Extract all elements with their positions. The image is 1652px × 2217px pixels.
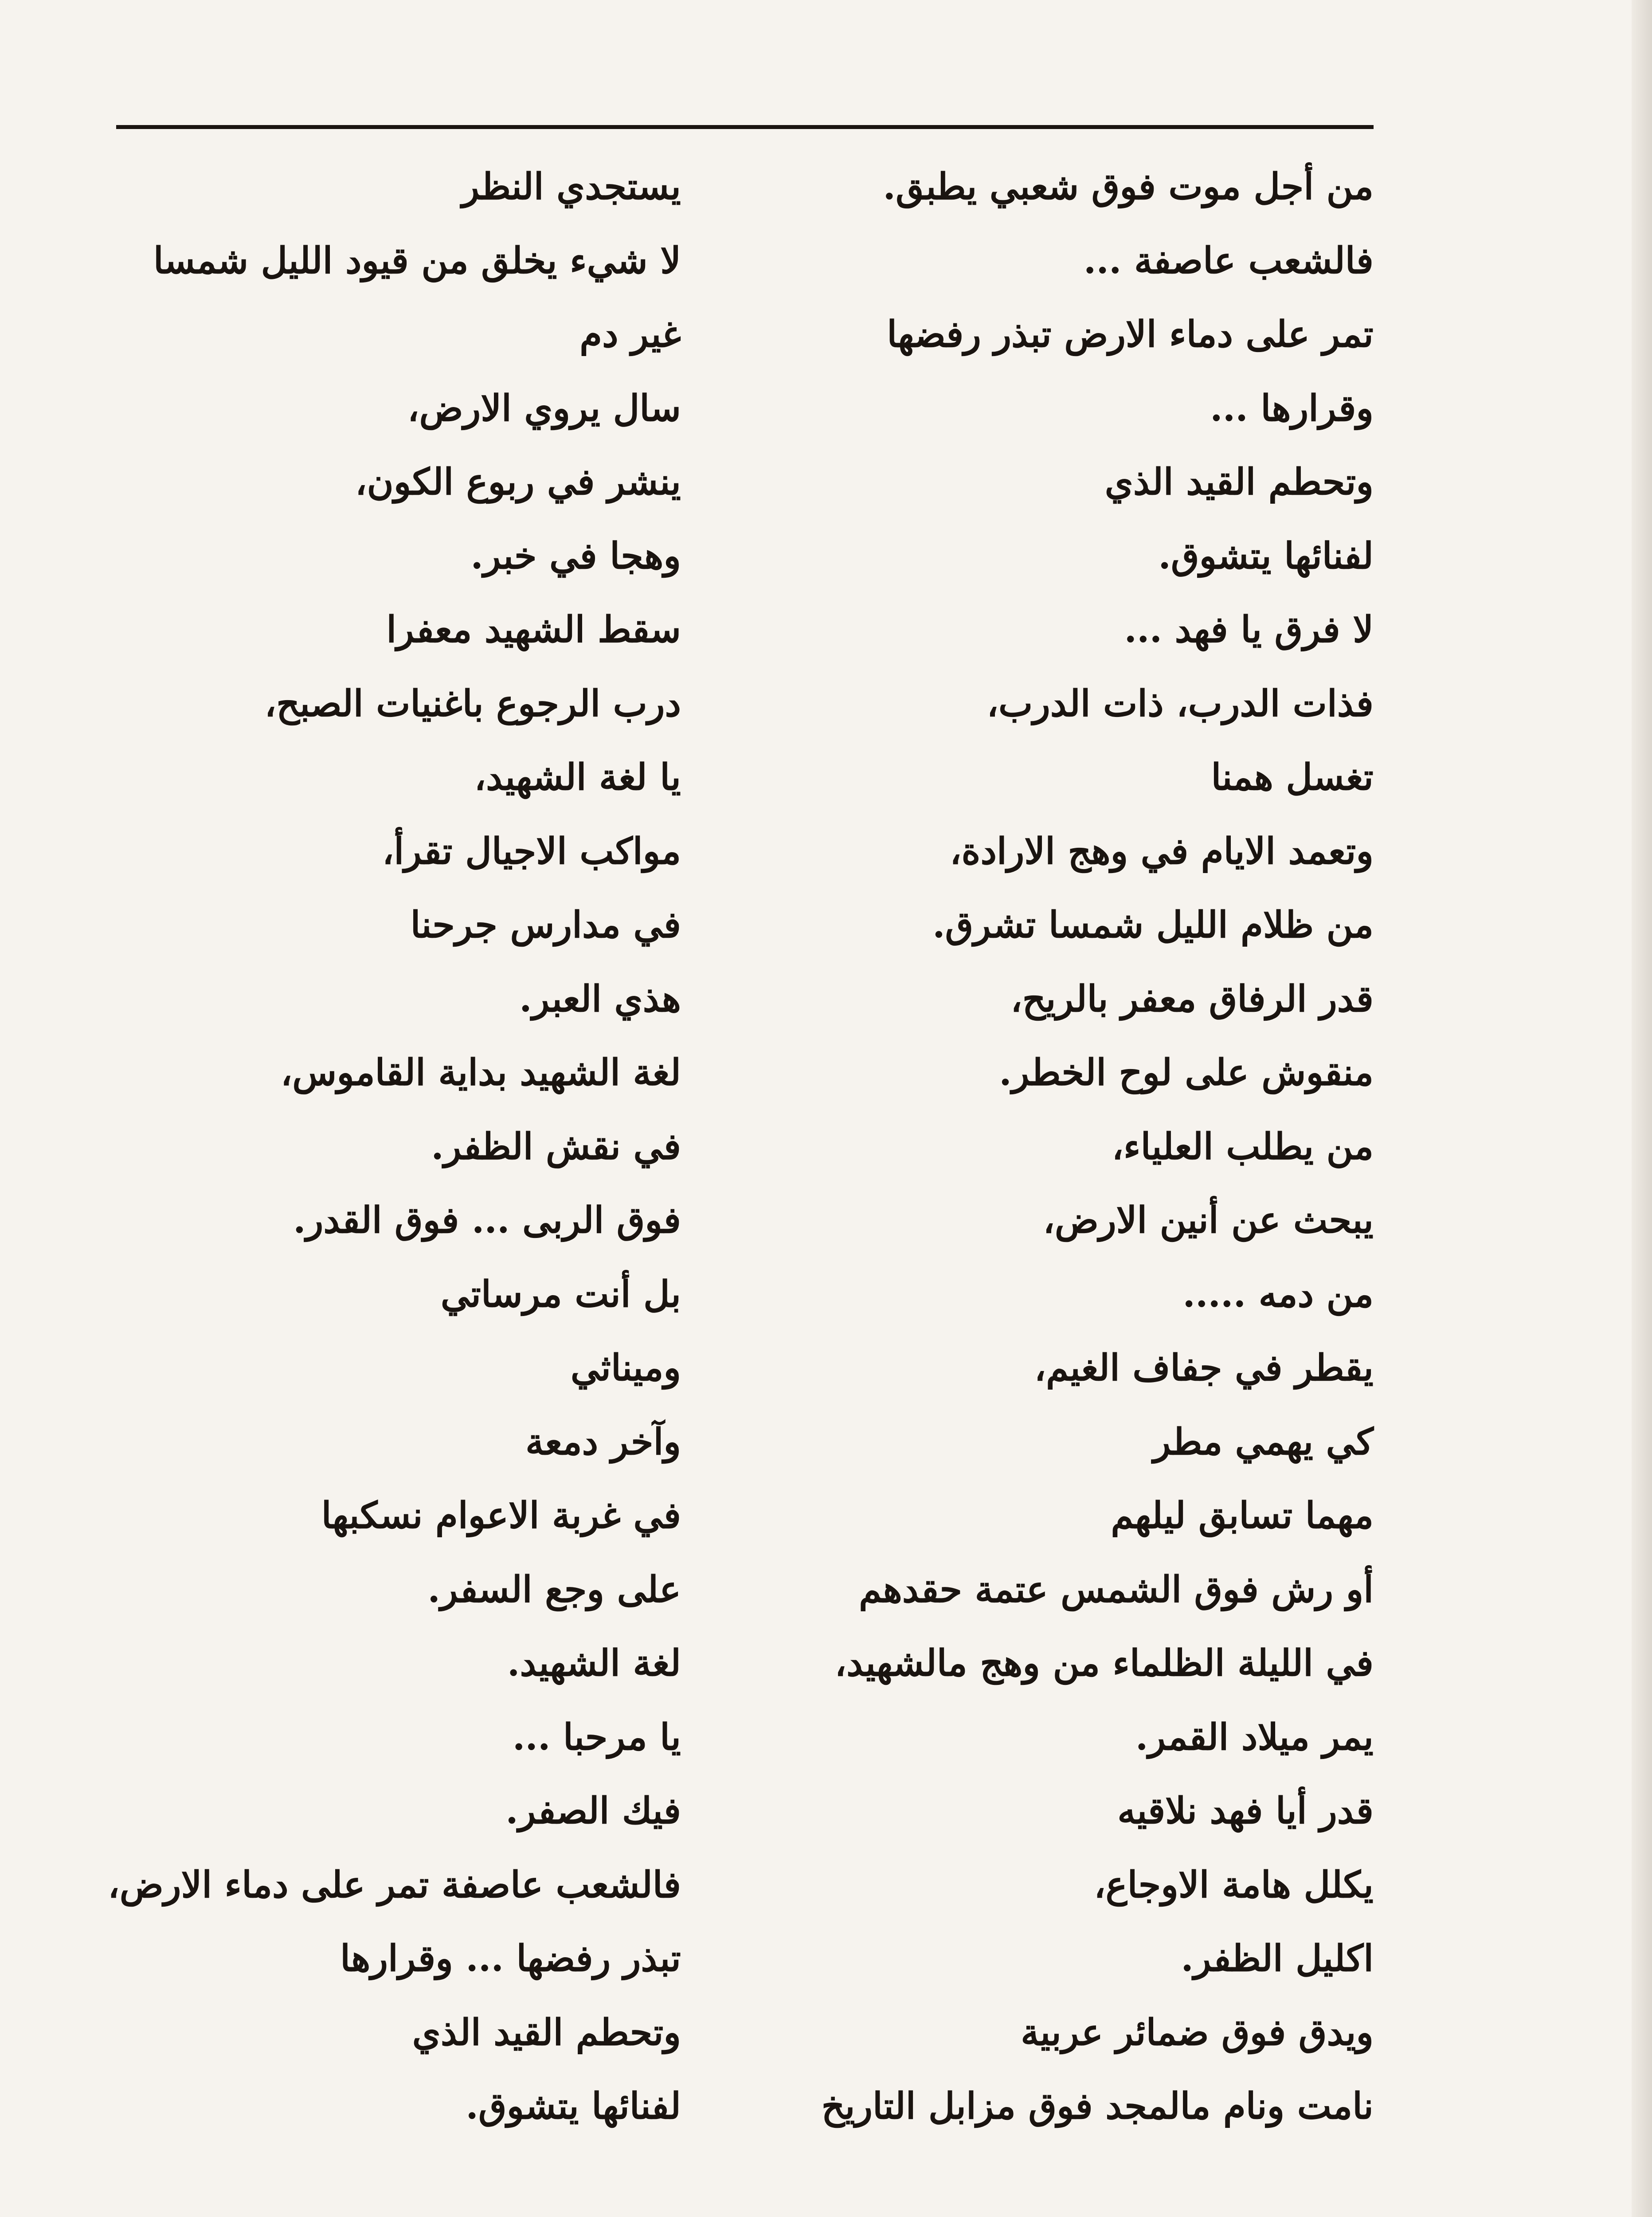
poem-line: يستجدي النظر (462, 165, 681, 208)
poem-line: غير دم (579, 313, 681, 356)
poem-line: فالشعب عاصفة تمر على دماء الارض، (108, 1863, 681, 1906)
poem-line: لا شيء يخلق من قيود الليل شمسا (153, 239, 681, 282)
poem-line: وتحطم القيد الذي (412, 2011, 681, 2054)
poem-line: نامت ونام مالمجد فوق مزابل التاريخ (821, 2085, 1374, 2127)
poem-line: فيك الصفر. (505, 1790, 681, 1832)
poem-line: في الليلة الظلماء من وهج مالشهيد، (834, 1642, 1374, 1684)
poem-line: تغسل همنا (1211, 756, 1374, 799)
poem-line: درب الرجوع باغنيات الصبح، (264, 682, 681, 725)
poem-line: يا مرحبا ... (512, 1716, 681, 1759)
poem-line: في غربة الاعوام نسكبها (321, 1494, 681, 1537)
poem-line: لفنائها يتشوق. (466, 2085, 681, 2127)
poem-line: مهما تسابق ليلهم (1111, 1494, 1374, 1537)
poem-line: يبحث عن أنين الارض، (1043, 1199, 1374, 1242)
poem-line: كي يهمي مطر (1153, 1420, 1374, 1463)
poem-line: سقط الشهيد معفرا (386, 608, 681, 651)
poem-line: لغة الشهيد. (507, 1642, 681, 1684)
poem-line: فالشعب عاصفة ... (1083, 239, 1374, 282)
page-edge (1632, 0, 1652, 2217)
poem-line: لفنائها يتشوق. (1158, 534, 1374, 577)
poem-line: وميناثي (570, 1347, 681, 1389)
poem-line: من أجل موت فوق شعبي يطبق. (883, 165, 1374, 208)
poem-line: وتعمد الايام في وهج الارادة، (950, 830, 1374, 873)
poem-line: من ظلام الليل شمسا تشرق. (932, 904, 1374, 946)
poem-line: تبذر رفضها ... وقرارها (340, 1937, 681, 1980)
poem-line: وآخر دمعة (525, 1420, 681, 1463)
poem-line: من دمه ..... (1182, 1273, 1374, 1316)
poem-line: لا فرق يا فهد ... (1124, 608, 1374, 651)
poem-line: فوق الربى ... فوق القدر. (293, 1199, 681, 1242)
poem-column-right (682, 150, 1374, 2143)
poem-line: منقوش على لوح الخطر. (999, 1051, 1374, 1094)
poem-line: تمر على دماء الارض تبذر رفضها (887, 313, 1374, 356)
poem-column-left (7, 150, 681, 2143)
poem-line: وهجا في خبر. (470, 534, 681, 577)
header-rule (116, 125, 1374, 129)
poem-line: من يطلب العلياء، (1112, 1125, 1374, 1168)
poem-line: سال يروي الارض، (407, 387, 681, 430)
poem-line: يقطر في جفاف الغيم، (1034, 1347, 1374, 1389)
poem-line: يمر ميلاد القمر. (1135, 1716, 1374, 1759)
poem-line: هذي العبر. (519, 977, 681, 1020)
poem-line: بل أنت مرساتي (440, 1273, 681, 1316)
poem-line: ويدق فوق ضمائر عربية (1021, 2011, 1374, 2054)
poem-line: في مدارس جرحنا (410, 904, 681, 946)
poem-line: قدر أيا فهد نلاقيه (1117, 1790, 1374, 1832)
poem-line: ينشر في ربوع الكون، (355, 461, 681, 503)
poem-line: في نقش الظفر. (431, 1125, 681, 1168)
poem-line: يكلل هامة الاوجاع، (1094, 1863, 1374, 1906)
poem-line: مواكب الاجيال تقرأ، (382, 830, 681, 873)
poem-line: قدر الرفاق معفر بالريح، (1010, 977, 1374, 1020)
poem-line: لغة الشهيد بداية القاموس، (280, 1051, 681, 1094)
poem-line: فذات الدرب، ذات الدرب، (987, 682, 1374, 725)
poem-line: على وجع السفر. (427, 1568, 681, 1611)
poem-line: يا لغة الشهيد، (474, 756, 681, 799)
poem-line: اكليل الظفر. (1181, 1937, 1374, 1980)
poem-line: أو رش فوق الشمس عتمة حقدهم (859, 1568, 1374, 1611)
poem-line: وقرارها ... (1210, 387, 1374, 430)
poem-line: وتحطم القيد الذي (1104, 461, 1374, 503)
